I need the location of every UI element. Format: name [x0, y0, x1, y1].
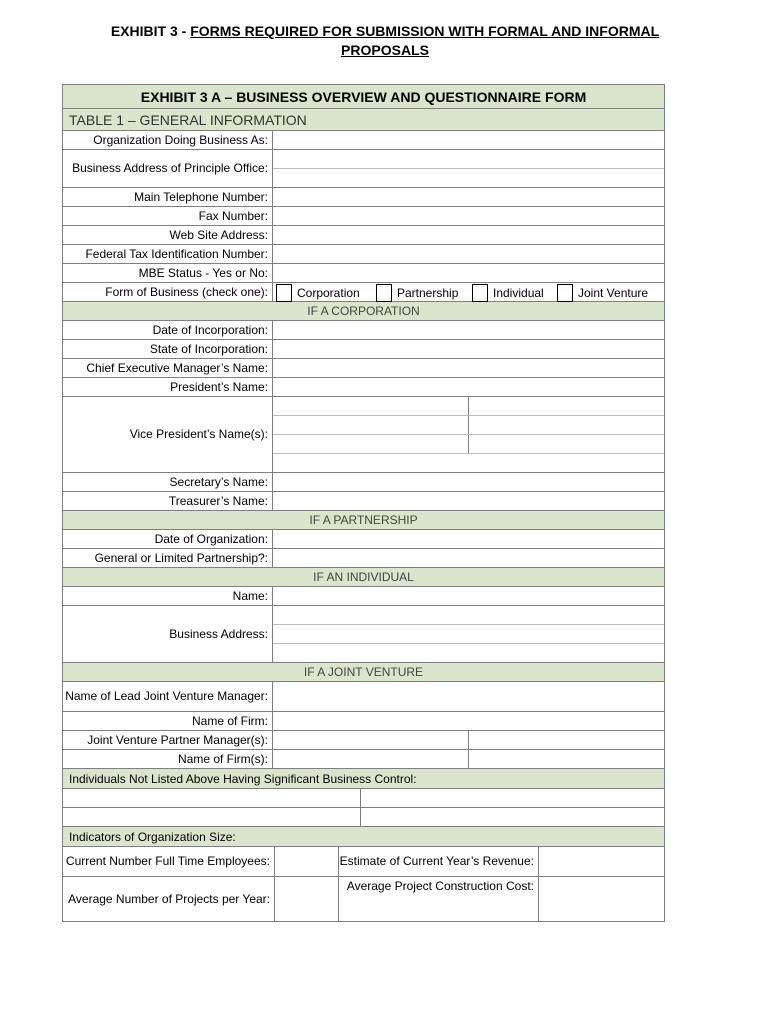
size-label: Indicators of Organization Size:	[63, 827, 664, 847]
vp-field[interactable]	[273, 454, 469, 472]
control-field[interactable]	[63, 789, 361, 807]
row-firms	[63, 750, 664, 769]
field-president[interactable]	[273, 378, 664, 396]
field-partnership-type[interactable]	[273, 549, 664, 567]
option-label-individual: Individual	[493, 285, 544, 300]
row-president	[63, 378, 664, 397]
field-date-inc[interactable]	[273, 321, 664, 339]
row-individual-name	[63, 587, 664, 606]
section-joint-venture: IF A JOINT VENTURE	[63, 663, 664, 682]
label-cost: Average Project Construction Cost:	[339, 877, 539, 921]
label-firm: Name of Firm:	[63, 712, 273, 730]
firm-field[interactable]	[273, 750, 469, 768]
option-corporation[interactable]	[273, 284, 373, 302]
firm-field[interactable]	[469, 750, 664, 768]
table-title: TABLE 1 – GENERAL INFORMATION	[63, 109, 664, 131]
field-vp	[273, 397, 664, 472]
vp-field[interactable]	[273, 435, 469, 453]
label-form-of-business: Form of Business (check one):	[63, 283, 273, 301]
questionnaire-form	[62, 84, 665, 922]
row-mbe-status	[63, 264, 664, 283]
vp-field[interactable]	[469, 397, 664, 415]
row-website	[63, 226, 664, 245]
label-revenue: Estimate of Current Year’s Revenue:	[339, 847, 539, 876]
control-field[interactable]	[361, 808, 664, 826]
field-partner-managers	[273, 731, 664, 749]
row-main-phone	[63, 188, 664, 207]
row-lead-manager	[63, 682, 664, 712]
row-business-address	[63, 150, 664, 188]
label-website: Web Site Address:	[63, 226, 273, 244]
option-label-partnership: Partnership	[397, 285, 459, 300]
title-underlined-line2: PROPOSALS	[341, 42, 429, 58]
row-form-of-business	[63, 283, 664, 302]
label-fulltime: Current Number Full Time Employees:	[63, 847, 275, 876]
field-individual-address[interactable]	[273, 606, 664, 662]
field-secretary[interactable]	[273, 473, 664, 491]
option-partnership[interactable]	[373, 284, 469, 302]
option-label-joint-venture: Joint Venture	[578, 285, 649, 300]
checkbox-corporation[interactable]	[276, 284, 292, 302]
field-fulltime[interactable]	[275, 847, 339, 876]
row-firm	[63, 712, 664, 731]
label-ceo: Chief Executive Manager’s Name:	[63, 359, 273, 377]
label-main-phone: Main Telephone Number:	[63, 188, 273, 206]
vp-line	[273, 454, 664, 472]
title-prefix: EXHIBIT 3 -	[110, 23, 191, 39]
vp-field[interactable]	[469, 435, 664, 453]
size-row-1	[63, 847, 664, 877]
label-partnership-type: General or Limited Partnership?:	[63, 549, 273, 567]
control-field[interactable]	[63, 808, 361, 826]
label-mbe-status: MBE Status - Yes or No:	[63, 264, 273, 282]
vp-field[interactable]	[273, 397, 469, 415]
option-joint-venture[interactable]	[554, 284, 648, 302]
row-state-inc	[63, 340, 664, 359]
partner-manager-field[interactable]	[469, 731, 664, 749]
label-projects: Average Number of Projects per Year:	[63, 877, 275, 921]
field-individual-name[interactable]	[273, 587, 664, 605]
label-individual-name: Name:	[63, 587, 273, 605]
vp-field[interactable]	[273, 416, 469, 434]
row-individual-address	[63, 606, 664, 663]
control-label: Individuals Not Listed Above Having Significant Business Control:	[63, 769, 664, 789]
field-business-address[interactable]	[273, 150, 664, 187]
control-field[interactable]	[361, 789, 664, 807]
row-org-dba	[63, 131, 664, 150]
label-secretary: Secretary’s Name:	[63, 473, 273, 491]
vp-field[interactable]	[469, 454, 665, 472]
field-mbe-status[interactable]	[273, 264, 664, 282]
label-business-address: Business Address of Principle Office:	[63, 150, 273, 187]
field-website[interactable]	[273, 226, 664, 244]
label-date-org: Date of Organization:	[63, 530, 273, 548]
label-treasurer: Treasurer’s Name:	[63, 492, 273, 510]
row-treasurer	[63, 492, 664, 511]
field-date-org[interactable]	[273, 530, 664, 548]
form-of-business-options	[273, 283, 664, 302]
label-state-inc: State of Incorporation:	[63, 340, 273, 358]
row-vp	[63, 397, 664, 473]
field-treasurer[interactable]	[273, 492, 664, 510]
field-revenue[interactable]	[539, 847, 664, 876]
control-row	[63, 808, 664, 827]
row-ceo	[63, 359, 664, 378]
checkbox-individual[interactable]	[472, 284, 488, 302]
field-state-inc[interactable]	[273, 340, 664, 358]
field-main-phone[interactable]	[273, 188, 664, 206]
row-date-inc	[63, 321, 664, 340]
form-header: EXHIBIT 3 A – BUSINESS OVERVIEW AND QUESTIONNAIRE FORM	[63, 85, 664, 109]
checkbox-partnership[interactable]	[376, 284, 392, 302]
label-partner-managers: Joint Venture Partner Manager(s):	[63, 731, 273, 749]
row-partnership-type	[63, 549, 664, 568]
field-ceo[interactable]	[273, 359, 664, 377]
row-fax	[63, 207, 664, 226]
vp-line	[273, 397, 664, 416]
vp-field[interactable]	[469, 416, 664, 434]
label-fax: Fax Number:	[63, 207, 273, 225]
row-partner-managers	[63, 731, 664, 750]
row-date-org	[63, 530, 664, 549]
label-president: President’s Name:	[63, 378, 273, 396]
control-row	[63, 789, 664, 808]
row-tax-id	[63, 245, 664, 264]
label-vp: Vice President’s Name(s):	[63, 397, 273, 472]
label-date-inc: Date of Incorporation:	[63, 321, 273, 339]
option-individual[interactable]	[469, 284, 554, 302]
label-org-dba: Organization Doing Business As:	[63, 131, 273, 149]
field-projects[interactable]	[275, 877, 339, 921]
row-secretary	[63, 473, 664, 492]
field-firms	[273, 750, 664, 768]
field-cost[interactable]	[539, 877, 664, 921]
size-row-2	[63, 877, 664, 921]
field-org-dba[interactable]	[273, 131, 664, 149]
field-firm[interactable]	[273, 712, 664, 730]
vp-line	[273, 416, 664, 435]
document-title	[60, 22, 710, 60]
title-underlined-line1: FORMS REQUIRED FOR SUBMISSION WITH FORMAL AND INFORMAL	[190, 23, 660, 39]
checkbox-joint-venture[interactable]	[557, 284, 573, 302]
label-firms: Name of Firm(s):	[63, 750, 273, 768]
section-corporation: IF A CORPORATION	[63, 302, 664, 321]
field-tax-id[interactable]	[273, 245, 664, 263]
label-individual-address: Business Address:	[63, 606, 273, 662]
vp-line	[273, 435, 664, 454]
field-lead-manager[interactable]	[273, 682, 664, 711]
option-label-corporation: Corporation	[297, 285, 360, 300]
partner-manager-field[interactable]	[273, 731, 469, 749]
label-lead-manager: Name of Lead Joint Venture Manager:	[63, 682, 273, 711]
section-partnership: IF A PARTNERSHIP	[63, 511, 664, 530]
label-tax-id: Federal Tax Identification Number:	[63, 245, 273, 263]
field-fax[interactable]	[273, 207, 664, 225]
section-individual: IF AN INDIVIDUAL	[63, 568, 664, 587]
